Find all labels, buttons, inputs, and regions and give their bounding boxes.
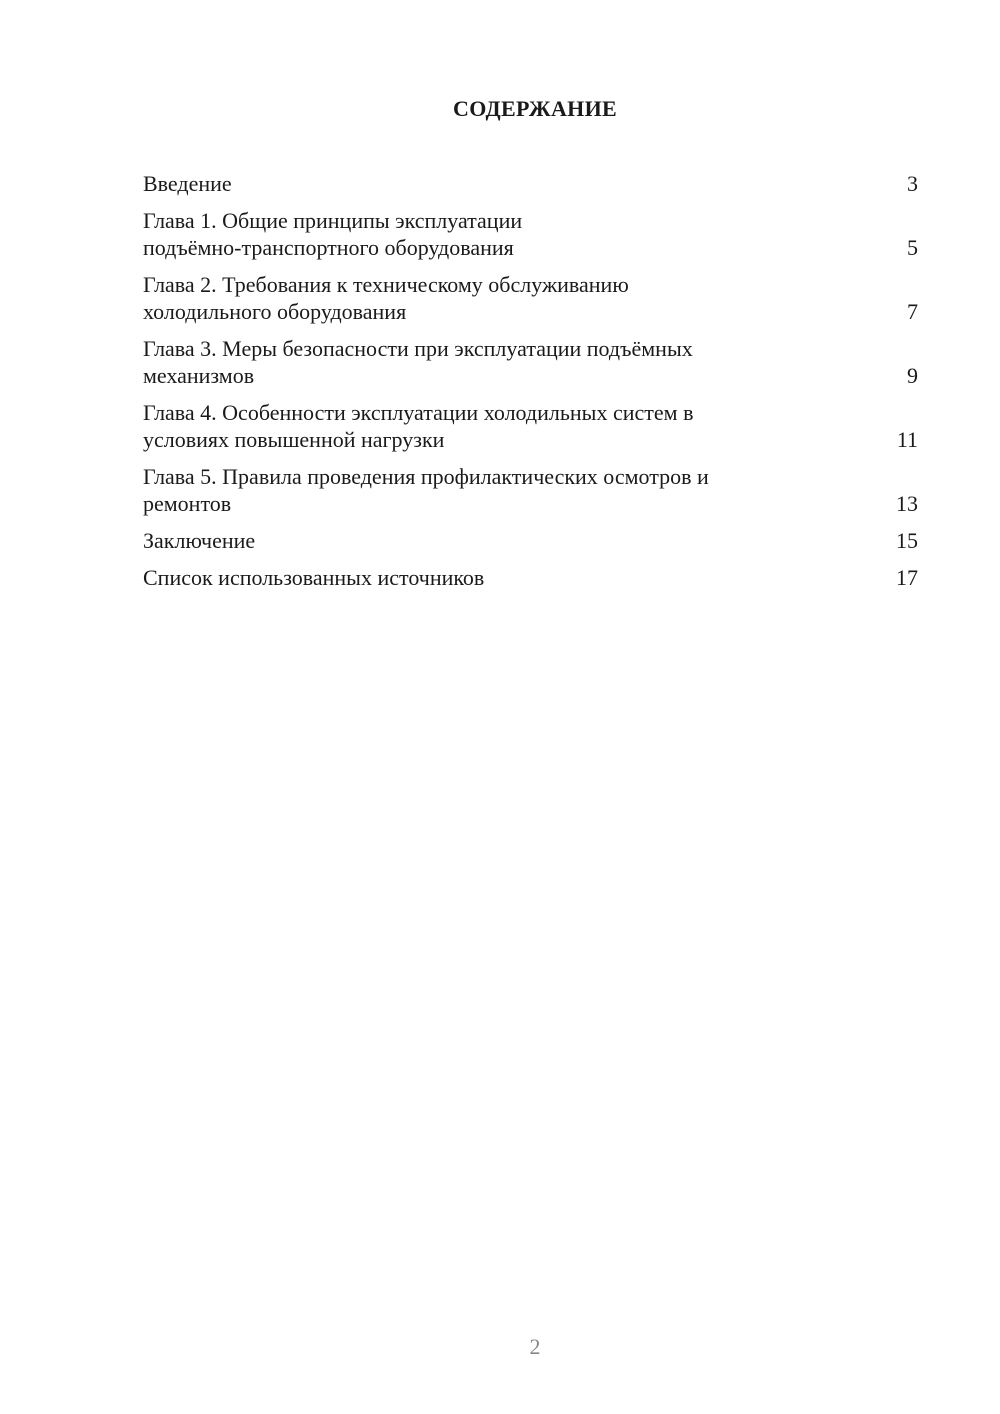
toc-item-title: Глава 4. Особенности эксплуатации холодильных систем в условиях повышенной нагрузки [143,400,694,452]
toc-item-title: Глава 3. Меры безопасности при эксплуатации подъёмных механизмов [143,336,693,388]
page-number: 2 [529,1334,541,1359]
toc-item-title: Глава 5. Правила проведения профилактических осмотров и ремонтов [143,464,709,516]
toc-item-page: 3 [907,171,918,196]
toc-item-conclusion [143,527,918,554]
toc-item-chapter-1 [143,207,918,261]
toc-item-chapter-2 [143,271,918,325]
toc-item-title: Введение [143,171,232,196]
toc-item-introduction [143,170,918,197]
toc-item-title: Список использованных источников [143,565,485,590]
toc-item-page: 17 [896,565,918,590]
toc-item-references [143,564,918,591]
toc-item-page: 5 [907,235,918,260]
toc-item-page: 13 [896,491,918,516]
toc-item-chapter-4 [143,399,918,453]
toc-item-page: 15 [896,528,918,553]
toc-item-title: Заключение [143,528,256,553]
toc-item-title: Глава 2. Требования к техническому обслуживанию холодильного оборудования [143,272,629,324]
toc-item-page: 7 [907,299,918,324]
toc-item-title: Глава 1. Общие принципы эксплуатации подъёмно-транспортного оборудования [143,208,523,260]
toc-item-chapter-5 [143,463,918,517]
table-of-contents [143,170,918,601]
toc-item-chapter-3 [143,335,918,389]
toc-item-page: 9 [907,363,918,388]
toc-item-page: 11 [896,427,918,452]
toc-heading: СОДЕРЖАНИЕ [453,96,617,121]
